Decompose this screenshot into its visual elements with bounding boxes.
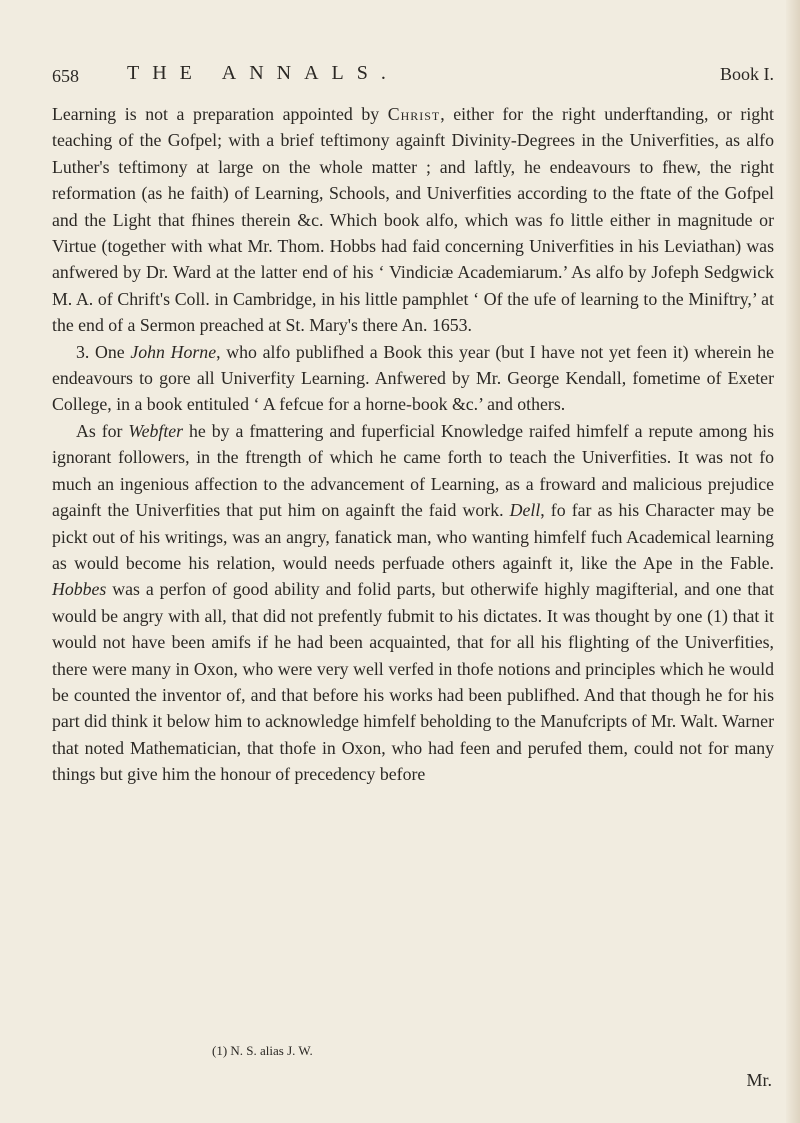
italic-name: Hobbes <box>52 579 107 600</box>
paragraph: As for Webfter he by a fmattering and fuperficial Knowledge raifed himfelf a repute among his ignorant followers, in the ftrength of which he came forth to teach the Univerfities. It was not fo much an ingenious affection to the advancement of Learning, as a froward and malicious prejudice againft the Univerfities that put him on againft the faid work. Dell, fo far as his Character may be pickt out of his writings, was an angry, fanatick man, who wanting himfelf fuch Academical learning as would become his relation, would needs perfuade others againft it, like the Ape in the Fable. Hobbes was a perfon of good ability and folid parts, but otherwife highly magifterial, and one that would be angry with all, that did not prefently fubmit to his dictates. It was thought by one (1) that it would not have been amifs if he had been acquainted, that for all his flighting of the Univerfities, there were many in Oxon, who were very well verfed in thofe notions and principles which he would be counted the inventor of, and that before his works had been publifhed. And that though he for his part did think it below him to acknowledge himfelf beholding to the Manufcripts of Mr. Walt. Warner that noted Mathematician, that thofe in Oxon, who had feen and perufed them, could not for many things but give him the honour of precedency before <box>52 420 775 785</box>
christ-smallcaps: Christ <box>387 104 441 124</box>
page-number: 658 <box>52 66 79 86</box>
italic-name: John Horne <box>130 341 217 362</box>
page-header <box>52 62 774 92</box>
page-edge-shadow <box>786 0 800 1123</box>
paragraph: Learning is not a preparation appointed by Christ, either for the right underftanding, or right teaching of the Gofpel; with a brief teftimony againft Divinity-Degrees in the Univerfities, as alfo Luther's teftimony at large on the whole matter ; and laftly, he endeavours to fhew, the right reformation (as he faith) of Learning, Schools, and Univerfities according to the ftate of the Gofpel and the Light that fhines therein &c. Which book alfo, which was fo little either in magnitude or Virtue (together with what Mr. Thom. Hobbs had faid concerning Univerfities in his Leviathan) was anfwered by Dr. Ward at the latter end of his ‘ Vindiciæ Academiarum.’ As alfo by Jofeph Sedgwick M. A. of Chrift's Coll. in Cambridge, in his little pamphlet ‘ Of the ufe of learning to the Miniftry,’ at the end of a Sermon preached at St. Mary's there An. 1653. <box>52 104 774 336</box>
italic-name: Webfter <box>128 420 184 441</box>
catchword: Mr. <box>746 1070 772 1090</box>
body-text <box>52 101 774 788</box>
footnote: (1) N. S. alias J. W. <box>212 1043 313 1058</box>
running-title: THE ANNALS. <box>127 62 399 84</box>
paragraph: 3. One John Horne, who alfo publifhed a Book this year (but I have not yet feen it) wherein he endeavours to gore all Univerfity Learning. Anfwered by Mr. George Kendall, fometime of Exeter College, in a book entituled ‘ A fefcue for a horne-book &c.’ and others. <box>52 341 774 415</box>
italic-name: Dell <box>509 500 541 521</box>
book-label: Book I. <box>720 64 774 84</box>
